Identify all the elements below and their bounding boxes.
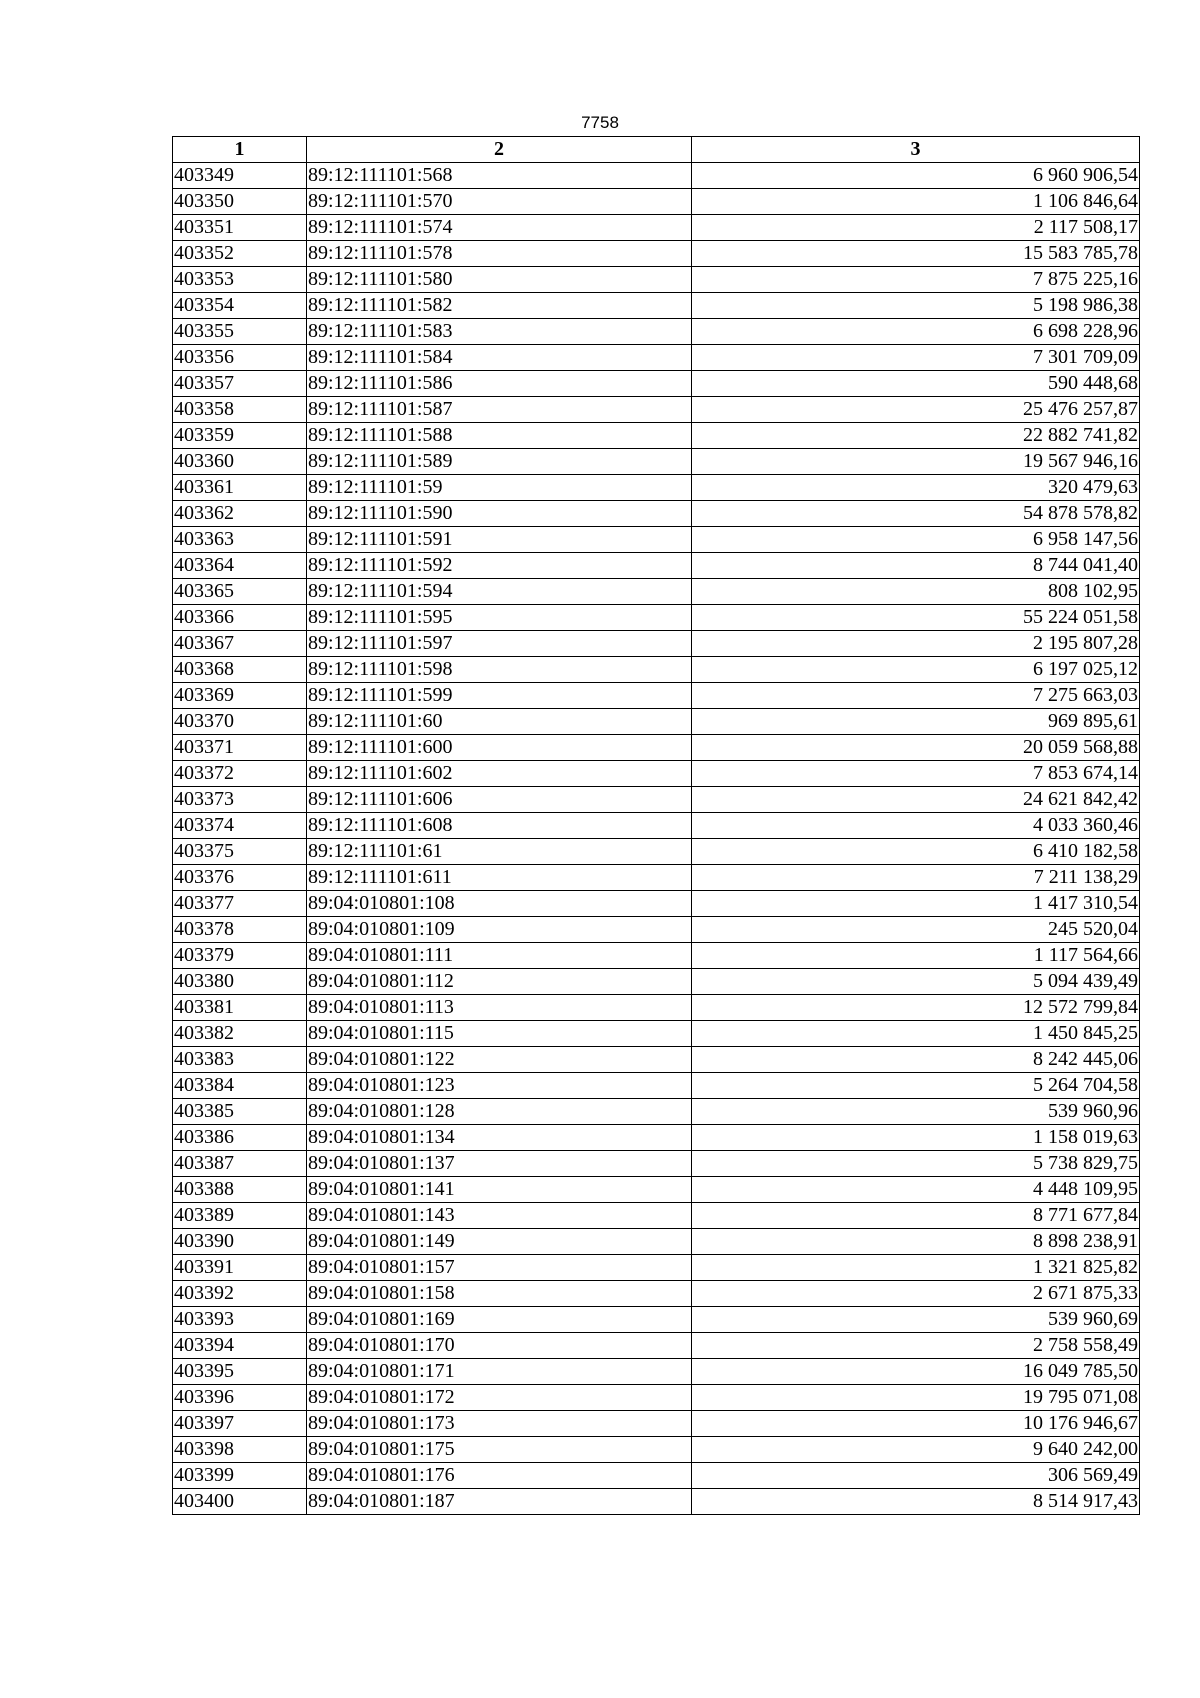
value-cell: 320 479,63 <box>692 475 1140 501</box>
table-row <box>173 917 1140 943</box>
table-row <box>173 657 1140 683</box>
row-number-cell: 403365 <box>173 579 307 605</box>
row-number-cell: 403378 <box>173 917 307 943</box>
cadastral-number-cell: 89:12:111101:578 <box>307 241 692 267</box>
row-number-cell: 403387 <box>173 1151 307 1177</box>
row-number-cell: 403355 <box>173 319 307 345</box>
table-row <box>173 761 1140 787</box>
cadastral-number-cell: 89:12:111101:589 <box>307 449 692 475</box>
table-body <box>173 163 1140 1515</box>
value-cell: 306 569,49 <box>692 1463 1140 1489</box>
table-row <box>173 475 1140 501</box>
table-row <box>173 1281 1140 1307</box>
row-number-cell: 403350 <box>173 189 307 215</box>
table-row <box>173 1203 1140 1229</box>
cadastral-number-cell: 89:04:010801:169 <box>307 1307 692 1333</box>
cadastral-number-cell: 89:04:010801:113 <box>307 995 692 1021</box>
cadastral-number-cell: 89:04:010801:134 <box>307 1125 692 1151</box>
row-number-cell: 403393 <box>173 1307 307 1333</box>
value-cell: 808 102,95 <box>692 579 1140 605</box>
cadastral-number-cell: 89:12:111101:592 <box>307 553 692 579</box>
row-number-cell: 403354 <box>173 293 307 319</box>
table-row <box>173 1437 1140 1463</box>
row-number-cell: 403398 <box>173 1437 307 1463</box>
row-number-cell: 403374 <box>173 813 307 839</box>
row-number-cell: 403379 <box>173 943 307 969</box>
cadastral-number-cell: 89:12:111101:590 <box>307 501 692 527</box>
row-number-cell: 403383 <box>173 1047 307 1073</box>
table-row <box>173 579 1140 605</box>
table-row <box>173 1359 1140 1385</box>
row-number-cell: 403380 <box>173 969 307 995</box>
registry-table <box>172 136 1140 1515</box>
cadastral-number-cell: 89:04:010801:173 <box>307 1411 692 1437</box>
value-cell: 7 301 709,09 <box>692 345 1140 371</box>
row-number-cell: 403397 <box>173 1411 307 1437</box>
cadastral-number-cell: 89:12:111101:568 <box>307 163 692 189</box>
cadastral-number-cell: 89:04:010801:158 <box>307 1281 692 1307</box>
cadastral-number-cell: 89:04:010801:141 <box>307 1177 692 1203</box>
table-row <box>173 709 1140 735</box>
cadastral-number-cell: 89:12:111101:602 <box>307 761 692 787</box>
cadastral-number-cell: 89:12:111101:586 <box>307 371 692 397</box>
value-cell: 7 853 674,14 <box>692 761 1140 787</box>
value-cell: 539 960,96 <box>692 1099 1140 1125</box>
row-number-cell: 403356 <box>173 345 307 371</box>
cadastral-number-cell: 89:04:010801:187 <box>307 1489 692 1515</box>
table-row <box>173 891 1140 917</box>
row-number-cell: 403394 <box>173 1333 307 1359</box>
row-number-cell: 403396 <box>173 1385 307 1411</box>
value-cell: 7 211 138,29 <box>692 865 1140 891</box>
row-number-cell: 403366 <box>173 605 307 631</box>
row-number-cell: 403349 <box>173 163 307 189</box>
value-cell: 5 198 986,38 <box>692 293 1140 319</box>
cadastral-number-cell: 89:12:111101:611 <box>307 865 692 891</box>
header-row <box>173 137 1140 163</box>
table-row <box>173 683 1140 709</box>
value-cell: 1 106 846,64 <box>692 189 1140 215</box>
cadastral-number-cell: 89:12:111101:599 <box>307 683 692 709</box>
value-cell: 6 960 906,54 <box>692 163 1140 189</box>
value-cell: 245 520,04 <box>692 917 1140 943</box>
row-number-cell: 403353 <box>173 267 307 293</box>
table-row <box>173 865 1140 891</box>
table-row <box>173 1073 1140 1099</box>
row-number-cell: 403385 <box>173 1099 307 1125</box>
value-cell: 4 448 109,95 <box>692 1177 1140 1203</box>
value-cell: 8 242 445,06 <box>692 1047 1140 1073</box>
value-cell: 16 049 785,50 <box>692 1359 1140 1385</box>
row-number-cell: 403373 <box>173 787 307 813</box>
table-row <box>173 345 1140 371</box>
table-row <box>173 969 1140 995</box>
value-cell: 9 640 242,00 <box>692 1437 1140 1463</box>
table-row <box>173 293 1140 319</box>
cadastral-number-cell: 89:12:111101:595 <box>307 605 692 631</box>
value-cell: 6 197 025,12 <box>692 657 1140 683</box>
table-row <box>173 943 1140 969</box>
row-number-cell: 403376 <box>173 865 307 891</box>
value-cell: 8 898 238,91 <box>692 1229 1140 1255</box>
value-cell: 1 117 564,66 <box>692 943 1140 969</box>
table-row <box>173 735 1140 761</box>
cadastral-number-cell: 89:04:010801:111 <box>307 943 692 969</box>
cadastral-number-cell: 89:04:010801:108 <box>307 891 692 917</box>
row-number-cell: 403362 <box>173 501 307 527</box>
cadastral-number-cell: 89:12:111101:59 <box>307 475 692 501</box>
table-row <box>173 397 1140 423</box>
cadastral-number-cell: 89:12:111101:61 <box>307 839 692 865</box>
value-cell: 2 671 875,33 <box>692 1281 1140 1307</box>
table-row <box>173 553 1140 579</box>
value-cell: 54 878 578,82 <box>692 501 1140 527</box>
cadastral-number-cell: 89:04:010801:123 <box>307 1073 692 1099</box>
cadastral-number-cell: 89:12:111101:588 <box>307 423 692 449</box>
table-row <box>173 1255 1140 1281</box>
cadastral-number-cell: 89:12:111101:594 <box>307 579 692 605</box>
value-cell: 20 059 568,88 <box>692 735 1140 761</box>
cadastral-number-cell: 89:12:111101:580 <box>307 267 692 293</box>
table-row <box>173 1099 1140 1125</box>
cadastral-number-cell: 89:04:010801:175 <box>307 1437 692 1463</box>
cadastral-number-cell: 89:12:111101:606 <box>307 787 692 813</box>
value-cell: 1 321 825,82 <box>692 1255 1140 1281</box>
column-header-2: 2 <box>307 137 692 163</box>
row-number-cell: 403357 <box>173 371 307 397</box>
table-row <box>173 631 1140 657</box>
table-row <box>173 1177 1140 1203</box>
table-row <box>173 995 1140 1021</box>
row-number-cell: 403371 <box>173 735 307 761</box>
row-number-cell: 403375 <box>173 839 307 865</box>
cadastral-number-cell: 89:04:010801:157 <box>307 1255 692 1281</box>
table-row <box>173 527 1140 553</box>
value-cell: 2 117 508,17 <box>692 215 1140 241</box>
row-number-cell: 403400 <box>173 1489 307 1515</box>
cadastral-number-cell: 89:12:111101:597 <box>307 631 692 657</box>
row-number-cell: 403352 <box>173 241 307 267</box>
table-row <box>173 371 1140 397</box>
value-cell: 969 895,61 <box>692 709 1140 735</box>
table-row <box>173 1125 1140 1151</box>
row-number-cell: 403390 <box>173 1229 307 1255</box>
table-row <box>173 1463 1140 1489</box>
cadastral-number-cell: 89:12:111101:584 <box>307 345 692 371</box>
value-cell: 7 275 663,03 <box>692 683 1140 709</box>
cadastral-number-cell: 89:12:111101:600 <box>307 735 692 761</box>
value-cell: 6 410 182,58 <box>692 839 1140 865</box>
value-cell: 4 033 360,46 <box>692 813 1140 839</box>
value-cell: 1 417 310,54 <box>692 891 1140 917</box>
value-cell: 590 448,68 <box>692 371 1140 397</box>
value-cell: 5 738 829,75 <box>692 1151 1140 1177</box>
value-cell: 19 567 946,16 <box>692 449 1140 475</box>
value-cell: 25 476 257,87 <box>692 397 1140 423</box>
cadastral-number-cell: 89:04:010801:149 <box>307 1229 692 1255</box>
cadastral-number-cell: 89:12:111101:583 <box>307 319 692 345</box>
cadastral-number-cell: 89:12:111101:60 <box>307 709 692 735</box>
table-row <box>173 839 1140 865</box>
table-row <box>173 189 1140 215</box>
value-cell: 539 960,69 <box>692 1307 1140 1333</box>
value-cell: 6 698 228,96 <box>692 319 1140 345</box>
table-row <box>173 1047 1140 1073</box>
cadastral-number-cell: 89:04:010801:112 <box>307 969 692 995</box>
table-row <box>173 1333 1140 1359</box>
table-row <box>173 501 1140 527</box>
table-row <box>173 1229 1140 1255</box>
table-row <box>173 1411 1140 1437</box>
value-cell: 12 572 799,84 <box>692 995 1140 1021</box>
row-number-cell: 403399 <box>173 1463 307 1489</box>
row-number-cell: 403377 <box>173 891 307 917</box>
row-number-cell: 403370 <box>173 709 307 735</box>
table-header <box>173 137 1140 163</box>
row-number-cell: 403381 <box>173 995 307 1021</box>
table-row <box>173 163 1140 189</box>
value-cell: 15 583 785,78 <box>692 241 1140 267</box>
cadastral-number-cell: 89:12:111101:570 <box>307 189 692 215</box>
row-number-cell: 403372 <box>173 761 307 787</box>
row-number-cell: 403358 <box>173 397 307 423</box>
table-row <box>173 787 1140 813</box>
value-cell: 19 795 071,08 <box>692 1385 1140 1411</box>
row-number-cell: 403391 <box>173 1255 307 1281</box>
table-row <box>173 1021 1140 1047</box>
value-cell: 8 514 917,43 <box>692 1489 1140 1515</box>
row-number-cell: 403360 <box>173 449 307 475</box>
table-row <box>173 813 1140 839</box>
table-row <box>173 423 1140 449</box>
row-number-cell: 403395 <box>173 1359 307 1385</box>
table-row <box>173 215 1140 241</box>
table-row <box>173 267 1140 293</box>
cadastral-number-cell: 89:04:010801:176 <box>307 1463 692 1489</box>
row-number-cell: 403384 <box>173 1073 307 1099</box>
value-cell: 8 771 677,84 <box>692 1203 1140 1229</box>
value-cell: 6 958 147,56 <box>692 527 1140 553</box>
cadastral-number-cell: 89:04:010801:109 <box>307 917 692 943</box>
row-number-cell: 403359 <box>173 423 307 449</box>
row-number-cell: 403386 <box>173 1125 307 1151</box>
cadastral-number-cell: 89:04:010801:170 <box>307 1333 692 1359</box>
column-header-3: 3 <box>692 137 1140 163</box>
cadastral-number-cell: 89:04:010801:137 <box>307 1151 692 1177</box>
value-cell: 8 744 041,40 <box>692 553 1140 579</box>
cadastral-number-cell: 89:12:111101:582 <box>307 293 692 319</box>
cadastral-number-cell: 89:04:010801:128 <box>307 1099 692 1125</box>
table-row <box>173 1489 1140 1515</box>
value-cell: 2 195 807,28 <box>692 631 1140 657</box>
row-number-cell: 403389 <box>173 1203 307 1229</box>
row-number-cell: 403351 <box>173 215 307 241</box>
table-row <box>173 1385 1140 1411</box>
value-cell: 5 094 439,49 <box>692 969 1140 995</box>
column-header-1: 1 <box>173 137 307 163</box>
row-number-cell: 403364 <box>173 553 307 579</box>
value-cell: 5 264 704,58 <box>692 1073 1140 1099</box>
cadastral-number-cell: 89:04:010801:143 <box>307 1203 692 1229</box>
row-number-cell: 403368 <box>173 657 307 683</box>
cadastral-number-cell: 89:12:111101:574 <box>307 215 692 241</box>
page-number: 7758 <box>581 113 619 132</box>
row-number-cell: 403361 <box>173 475 307 501</box>
cadastral-number-cell: 89:04:010801:171 <box>307 1359 692 1385</box>
cadastral-number-cell: 89:12:111101:587 <box>307 397 692 423</box>
value-cell: 22 882 741,82 <box>692 423 1140 449</box>
value-cell: 2 758 558,49 <box>692 1333 1140 1359</box>
table-row <box>173 319 1140 345</box>
row-number-cell: 403392 <box>173 1281 307 1307</box>
cadastral-number-cell: 89:12:111101:608 <box>307 813 692 839</box>
table-row <box>173 449 1140 475</box>
row-number-cell: 403363 <box>173 527 307 553</box>
table-row <box>173 1151 1140 1177</box>
value-cell: 24 621 842,42 <box>692 787 1140 813</box>
value-cell: 10 176 946,67 <box>692 1411 1140 1437</box>
row-number-cell: 403369 <box>173 683 307 709</box>
table-row <box>173 1307 1140 1333</box>
value-cell: 1 450 845,25 <box>692 1021 1140 1047</box>
cadastral-number-cell: 89:04:010801:115 <box>307 1021 692 1047</box>
row-number-cell: 403367 <box>173 631 307 657</box>
table-row <box>173 241 1140 267</box>
cadastral-number-cell: 89:04:010801:172 <box>307 1385 692 1411</box>
cadastral-number-cell: 89:04:010801:122 <box>307 1047 692 1073</box>
row-number-cell: 403388 <box>173 1177 307 1203</box>
value-cell: 7 875 225,16 <box>692 267 1140 293</box>
cadastral-number-cell: 89:12:111101:598 <box>307 657 692 683</box>
value-cell: 1 158 019,63 <box>692 1125 1140 1151</box>
cadastral-number-cell: 89:12:111101:591 <box>307 527 692 553</box>
value-cell: 55 224 051,58 <box>692 605 1140 631</box>
row-number-cell: 403382 <box>173 1021 307 1047</box>
table-row <box>173 605 1140 631</box>
